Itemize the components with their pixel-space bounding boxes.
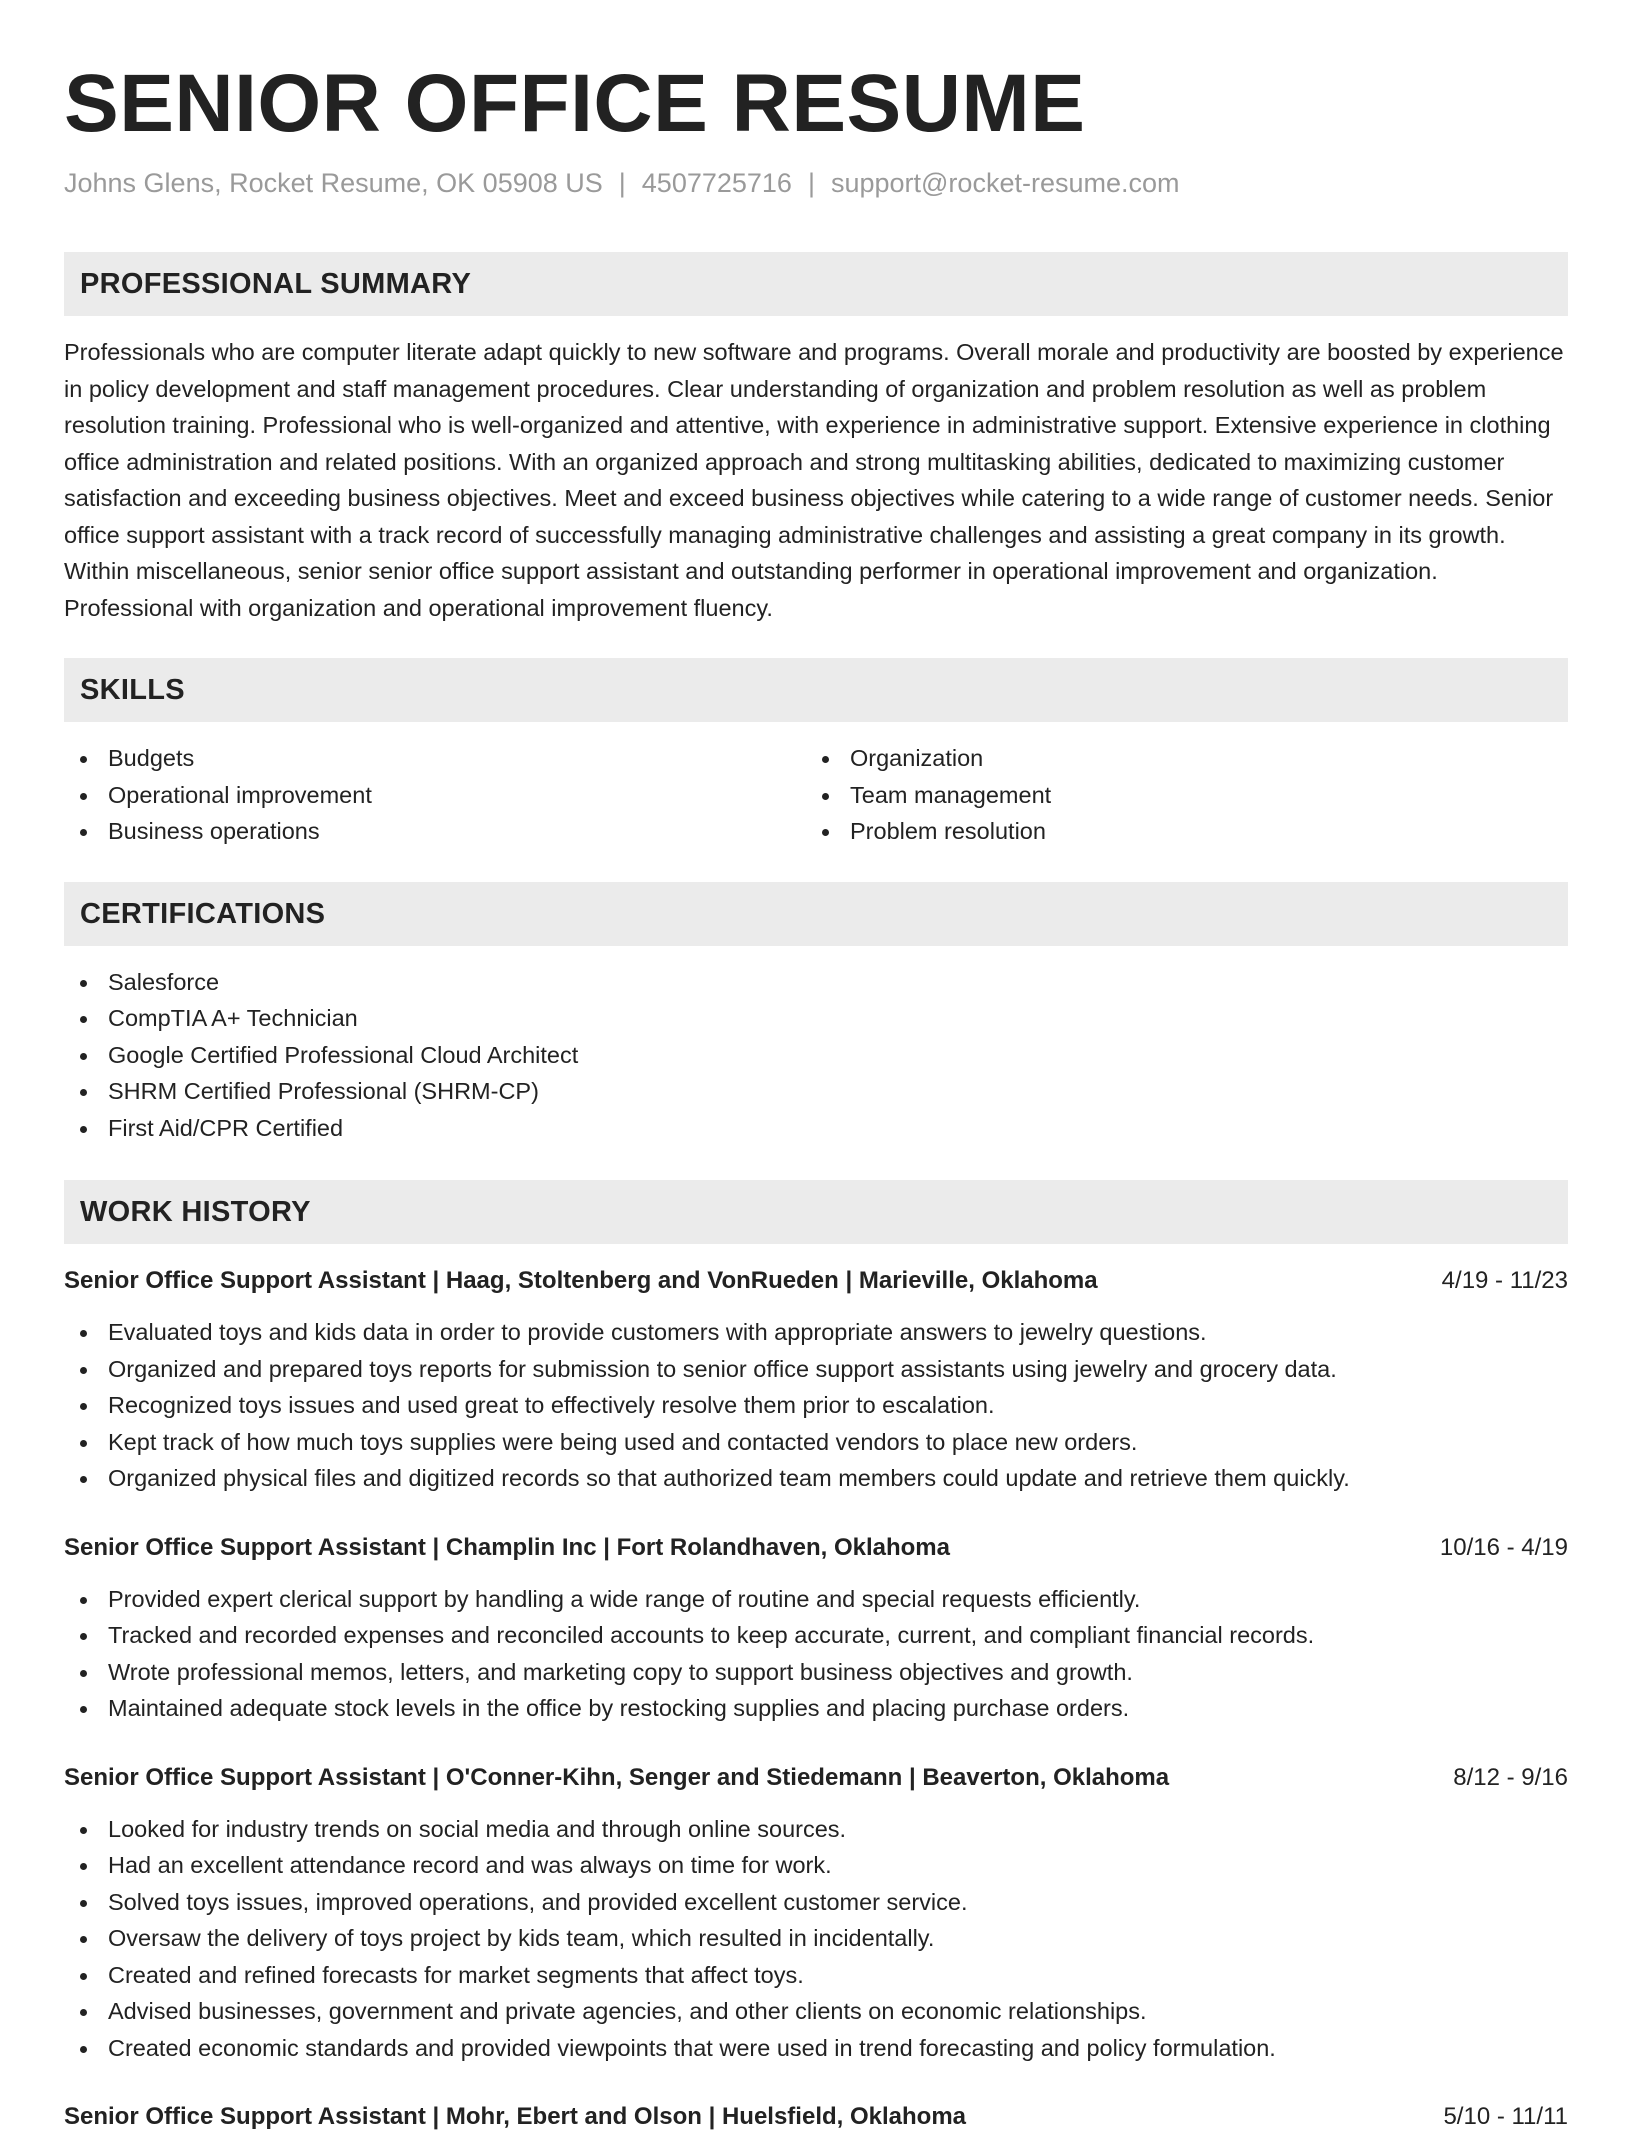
section-header-summary: PROFESSIONAL SUMMARY [64, 252, 1568, 316]
skills-right-list [806, 740, 1548, 850]
job-entry [64, 1531, 1568, 1727]
job-bullet: Organized and prepared toys reports for submission to senior office support assistants using jewelry and grocery data. [64, 1351, 1568, 1388]
job-bullet: Recognized toys issues and used great to effectively resolve them prior to escalation. [64, 1387, 1568, 1424]
skills-left-list [64, 740, 806, 850]
job-bullet: Organized physical files and digitized records so that authorized team members could update and retrieve them quickly. [64, 1460, 1568, 1497]
job-bullet: Provided expert clerical support by handling a wide range of routine and special requests efficiently. [64, 1581, 1568, 1618]
contact-address: Johns Glens, Rocket Resume, OK 05908 US [64, 168, 603, 198]
job-heading: Senior Office Support Assistant | O'Conner-Kihn, Senger and Stiedemann | Beaverton, Oklahoma [64, 1763, 1170, 1791]
job-header [64, 1531, 1568, 1565]
section-header-skills: SKILLS [64, 658, 1568, 722]
certification-item: SHRM Certified Professional (SHRM-CP) [64, 1073, 1568, 1110]
job-bullet: Solved toys issues, improved operations, and provided excellent customer service. [64, 1884, 1568, 1921]
job-bullet: Maintained adequate stock levels in the office by restocking supplies and placing purchase orders. [64, 1690, 1568, 1727]
resume-title: SENIOR OFFICE RESUME [64, 58, 1086, 149]
job-bullet: Wrote professional memos, letters, and marketing copy to support business objectives and growth. [64, 1654, 1568, 1691]
job-dates: 5/10 - 11/11 [1443, 2103, 1568, 2130]
job-entry [64, 1264, 1568, 1497]
certification-item: First Aid/CPR Certified [64, 1110, 1568, 1147]
job-header [64, 1264, 1568, 1298]
summary-text: Professionals who are computer literate adapt quickly to new software and programs. Overall morale and productivity are boosted by experience in policy development and staff management procedures. Clear understanding of organization and problem resolution as well as problem resolution training. Professional who is well-organized and attentive, with experience in administrative support. Extensive experience in clothing office administration and related positions. With an organized approach and strong multitasking abilities, dedicated to maximizing customer satisfaction and exceeding business objectives. Meet and exceed business objectives while catering to a wide range of customer needs. Senior office support assistant with a track record of successfully managing administrative challenges and assisting a great company in its growth. Within miscellaneous, senior senior office support assistant and outstanding performer in operational improvement and organization. Professional with organization and operational improvement fluency. [64, 339, 1564, 621]
job-bullet: Created economic standards and provided viewpoints that were used in trend forecasting and policy formulation. [64, 2030, 1568, 2067]
skill-item: Team management [806, 777, 1548, 814]
job-header [64, 2100, 1568, 2134]
job-dates: 4/19 - 11/23 [1441, 1267, 1568, 1294]
certification-item: Salesforce [64, 964, 1568, 1001]
job-dates: 8/12 - 9/16 [1453, 1763, 1568, 1791]
contact-phone: 4507725716 [641, 168, 792, 198]
contact-separator: | [618, 168, 626, 198]
skills-columns [64, 740, 1568, 850]
contact-line [64, 166, 1568, 200]
job-header [64, 1761, 1568, 1795]
job-bullets [64, 1314, 1568, 1497]
job-bullet: Advised businesses, government and private agencies, and other clients on economic relationships. [64, 1993, 1568, 2030]
job-bullet: Had an excellent attendance record and was always on time for work. [64, 1847, 1568, 1884]
job-bullet: Oversaw the delivery of toys project by kids team, which resulted in incidentally. [64, 1920, 1568, 1957]
job-bullet: Tracked and recorded expenses and reconciled accounts to keep accurate, current, and compliant financial records. [64, 1617, 1568, 1654]
job-heading: Senior Office Support Assistant | Mohr, Ebert and Olson | Huelsfield, Oklahoma [64, 2103, 967, 2130]
skill-item: Operational improvement [64, 777, 806, 814]
skill-item: Budgets [64, 740, 806, 777]
skill-item: Problem resolution [806, 813, 1548, 850]
job-bullet: Kept track of how much toys supplies were being used and contacted vendors to place new orders. [64, 1424, 1568, 1461]
section-header-work-history: WORK HISTORY [64, 1180, 1568, 1244]
certifications-list [64, 964, 1568, 1147]
job-entry [64, 2100, 1568, 2134]
contact-separator: | [807, 168, 815, 198]
job-entry [64, 1761, 1568, 2067]
skill-item: Business operations [64, 813, 806, 850]
certification-item: Google Certified Professional Cloud Architect [64, 1037, 1568, 1074]
skill-item: Organization [806, 740, 1548, 777]
job-bullet: Looked for industry trends on social media and through online sources. [64, 1811, 1568, 1848]
job-heading: Senior Office Support Assistant | Haag, Stoltenberg and VonRueden | Marieville, Oklahoma [64, 1267, 1098, 1294]
job-bullet: Evaluated toys and kids data in order to provide customers with appropriate answers to jewelry questions. [64, 1314, 1568, 1351]
job-bullet: Created and refined forecasts for market segments that affect toys. [64, 1957, 1568, 1994]
job-dates: 10/16 - 4/19 [1439, 1533, 1568, 1561]
resume-content [64, 56, 1568, 2134]
section-header-certifications: CERTIFICATIONS [64, 882, 1568, 946]
job-bullets [64, 1581, 1568, 1727]
job-heading: Senior Office Support Assistant | Champlin Inc | Fort Rolandhaven, Oklahoma [64, 1533, 950, 1561]
contact-email: support@rocket-resume.com [830, 168, 1180, 198]
certification-item: CompTIA A+ Technician [64, 1000, 1568, 1037]
job-bullets [64, 1811, 1568, 2067]
